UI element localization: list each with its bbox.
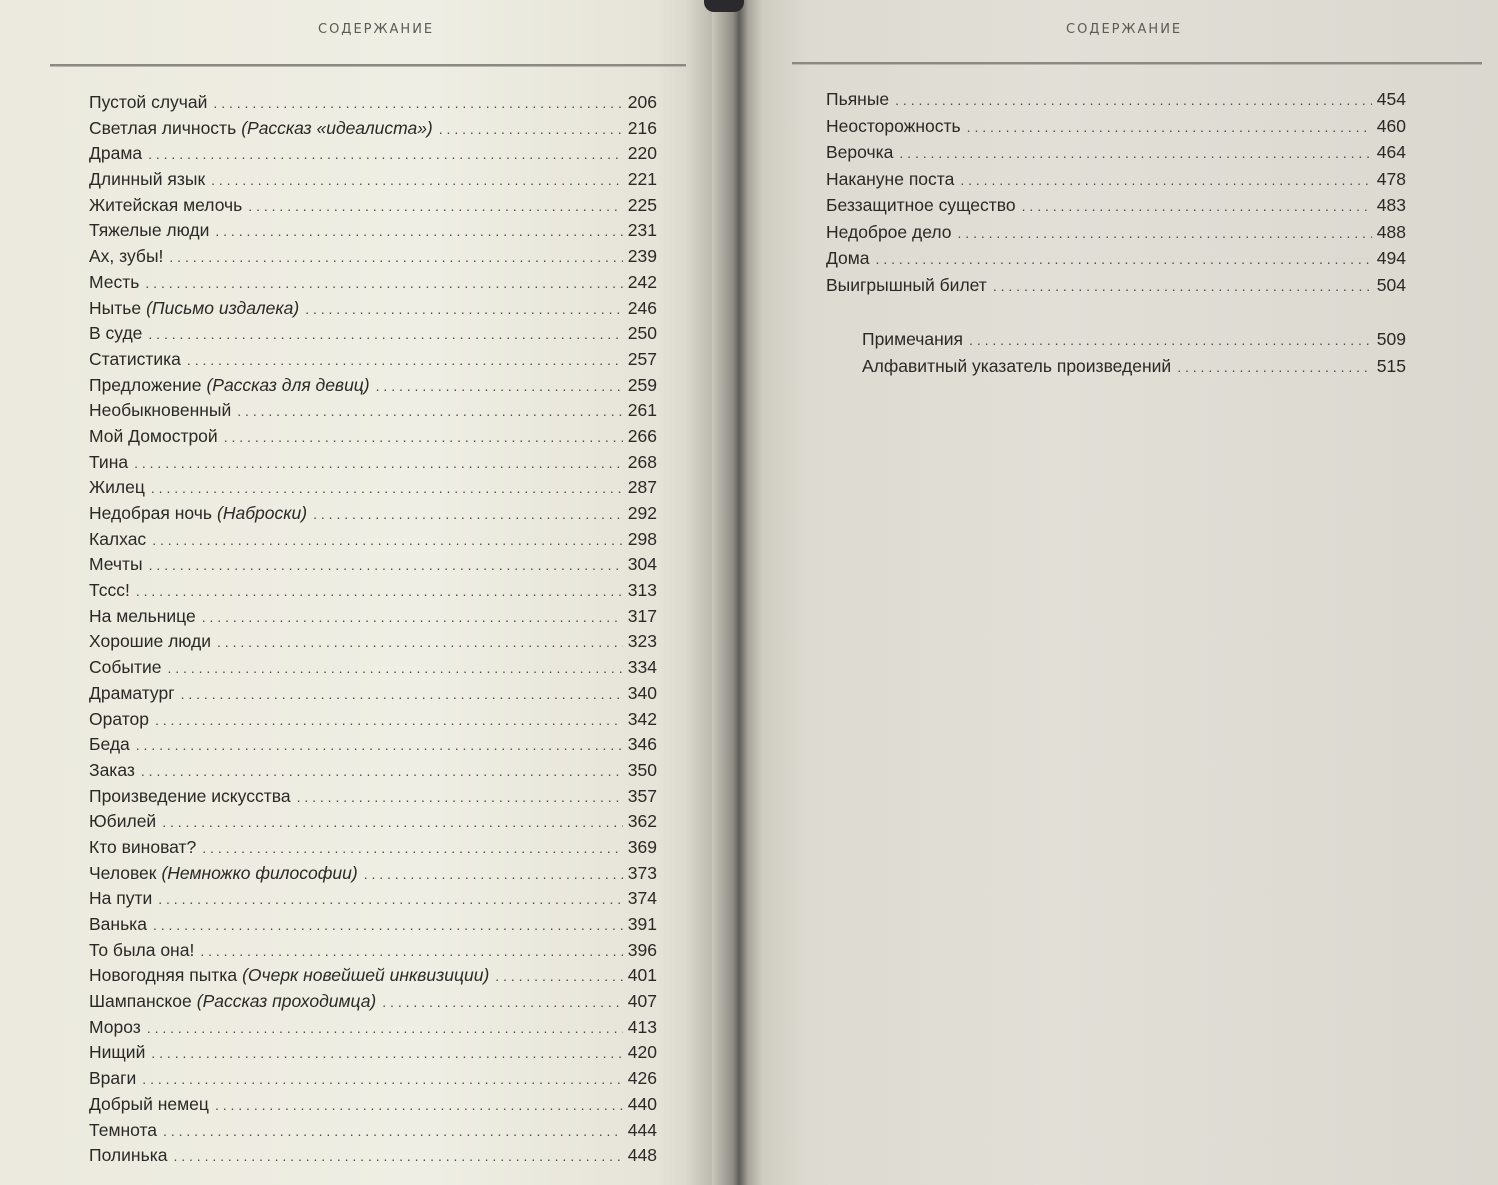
entry-title: Ах, зубы!	[89, 246, 164, 267]
toc-entry	[89, 784, 657, 810]
entry-title: Нищий	[89, 1042, 146, 1063]
toc-entry	[826, 219, 1406, 246]
toc-back-matter	[862, 326, 1406, 379]
dot-leader	[148, 321, 623, 348]
entry-page-number: 401	[627, 965, 657, 986]
toc-entry	[89, 475, 657, 501]
dot-leader	[141, 758, 623, 785]
toc-entry	[826, 86, 1406, 113]
entry-title: Нытье	[89, 297, 142, 318]
entry-title: То была она!	[89, 939, 195, 960]
dot-leader	[213, 90, 623, 117]
toc-entry	[89, 707, 657, 733]
toc-entry	[89, 373, 657, 399]
toc-entry	[826, 139, 1406, 166]
entry-page-number: 304	[627, 554, 657, 575]
dot-leader	[149, 552, 623, 579]
toc-entry	[89, 450, 657, 476]
dot-leader	[217, 629, 623, 656]
left-page	[0, 0, 712, 1185]
entry-title: Верочка	[826, 142, 894, 162]
toc-entry	[89, 1066, 657, 1092]
entry-page-number: 313	[627, 580, 657, 601]
entry-title: Дома	[826, 248, 870, 268]
entry-page-number: 420	[627, 1042, 657, 1063]
entry-title: Светлая личность	[89, 117, 237, 138]
entry-title: Шампанское	[89, 991, 192, 1012]
entry-title: Новогодняя пытка	[89, 965, 238, 986]
entry-title: Кто виноват?	[89, 836, 197, 857]
entry-page-number: 478	[1376, 168, 1406, 189]
entry-title: Примечания	[862, 329, 964, 349]
dot-leader	[895, 86, 1372, 114]
dot-leader	[993, 272, 1372, 300]
dot-leader	[305, 296, 623, 323]
entry-page-number: 504	[1376, 274, 1406, 295]
spine-headband	[704, 0, 744, 12]
toc-entry	[89, 141, 657, 167]
entry-page-number: 454	[1376, 89, 1406, 109]
entry-page-number: 362	[627, 811, 657, 832]
entry-page-number: 374	[627, 888, 657, 909]
toc-entry	[89, 809, 657, 835]
dot-leader	[211, 167, 623, 194]
dot-leader	[152, 527, 623, 554]
entry-title: Полинька	[89, 1145, 168, 1166]
entry-page-number: 448	[627, 1145, 657, 1166]
running-head-left: СОДЕРЖАНИЕ	[318, 22, 435, 37]
dot-leader	[173, 1143, 623, 1170]
dot-leader	[313, 501, 623, 528]
entry-title: Необыкновенный	[89, 400, 232, 421]
entry-page-number: 391	[627, 914, 657, 934]
entry-page-number: 509	[1376, 329, 1406, 349]
dot-leader	[155, 707, 623, 734]
toc-entry	[89, 963, 657, 989]
entry-subtitle: (Наброски)	[217, 503, 308, 523]
dot-leader	[248, 193, 623, 220]
entry-page-number: 268	[627, 451, 657, 472]
dot-leader	[1177, 353, 1372, 381]
toc-entry	[89, 1143, 657, 1169]
entry-page-number: 317	[627, 605, 657, 626]
dot-leader	[382, 989, 623, 1016]
entry-page-number: 494	[1376, 248, 1406, 268]
dot-leader	[136, 732, 623, 759]
entry-subtitle: (Очерк новейшей инквизиции)	[242, 965, 490, 986]
entry-page-number: 225	[627, 194, 657, 215]
toc-entry	[89, 398, 657, 424]
toc-list-right	[826, 86, 1406, 298]
entry-page-number: 246	[627, 297, 657, 318]
entry-page-number: 426	[627, 1068, 657, 1089]
toc-entry	[89, 578, 657, 604]
dot-leader	[202, 835, 623, 862]
entry-page-number: 350	[627, 759, 657, 780]
entry-page-number: 346	[627, 734, 657, 755]
entry-title: Недобрая ночь	[89, 503, 213, 523]
header-rule-right	[792, 62, 1482, 65]
toc-entry	[826, 272, 1406, 299]
toc-entry	[89, 193, 657, 219]
entry-page-number: 444	[627, 1119, 657, 1140]
dot-leader	[162, 809, 623, 836]
entry-page-number: 483	[1376, 195, 1406, 215]
dot-leader	[297, 784, 623, 811]
entry-title: Житейская мелочь	[89, 194, 243, 215]
dot-leader	[967, 113, 1372, 141]
entry-title: Алфавитный указатель произведений	[862, 355, 1172, 376]
toc-entry	[89, 321, 657, 347]
toc-entry	[89, 912, 657, 938]
entry-subtitle: (Рассказ «идеалиста»)	[241, 117, 433, 138]
entry-page-number: 396	[627, 939, 657, 960]
entry-page-number: 242	[627, 271, 657, 292]
entry-title: Заказ	[89, 759, 135, 780]
toc-entry	[89, 167, 657, 193]
dot-leader	[151, 475, 623, 502]
entry-page-number: 464	[1376, 142, 1406, 162]
entry-title: Выигрышный билет	[826, 274, 987, 295]
dot-leader	[168, 655, 624, 682]
dot-leader	[215, 218, 623, 245]
dot-leader	[202, 604, 623, 631]
right-page	[764, 0, 1498, 1185]
entry-title: Юбилей	[89, 811, 157, 832]
entry-page-number: 220	[627, 143, 657, 164]
entry-title: Драматург	[89, 682, 175, 703]
dot-leader	[142, 1066, 623, 1093]
dot-leader	[200, 938, 623, 965]
toc-entry	[89, 527, 657, 553]
toc-entry	[89, 501, 657, 527]
entry-title: Мой Домострой	[89, 425, 218, 446]
toc-list-left	[89, 90, 657, 1169]
toc-entry	[826, 192, 1406, 219]
entry-page-number: 413	[627, 1016, 657, 1037]
dot-leader	[181, 681, 623, 708]
toc-entry	[89, 296, 657, 322]
dot-leader	[958, 219, 1372, 247]
entry-title: Неосторожность	[826, 115, 961, 136]
toc-entry	[89, 938, 657, 964]
toc-entry	[89, 655, 657, 681]
entry-page-number: 287	[627, 477, 657, 498]
dot-leader	[147, 1015, 623, 1042]
entry-title: Тяжелые люди	[89, 220, 210, 241]
entry-title: Жилец	[89, 477, 145, 498]
entry-subtitle: (Рассказ для девиц)	[206, 374, 370, 395]
entry-title: Темнота	[89, 1119, 158, 1140]
toc-entry	[89, 1040, 657, 1066]
dot-leader	[376, 373, 623, 400]
toc-entry	[89, 1015, 657, 1041]
toc-entry	[89, 552, 657, 578]
toc-entry	[89, 116, 657, 142]
dot-leader	[439, 116, 623, 143]
entry-page-number: 460	[1376, 115, 1406, 136]
entry-title: Произведение искусства	[89, 785, 291, 806]
dot-leader	[969, 326, 1372, 354]
entry-title: Мороз	[89, 1016, 141, 1037]
entry-page-number: 231	[627, 220, 657, 241]
toc-entry	[89, 835, 657, 861]
dot-leader	[163, 1118, 623, 1145]
toc-entry	[89, 886, 657, 912]
toc-entry	[89, 347, 657, 373]
toc-entry	[89, 90, 657, 116]
entry-page-number: 340	[627, 682, 657, 703]
dot-leader	[153, 912, 623, 939]
entry-page-number: 221	[627, 169, 657, 190]
entry-page-number: 334	[627, 657, 657, 678]
toc-entry	[89, 629, 657, 655]
dot-leader	[187, 347, 623, 374]
entry-page-number: 216	[627, 117, 657, 138]
running-head-right: СОДЕРЖАНИЕ	[1066, 22, 1183, 37]
entry-title: Пьяные	[826, 89, 890, 109]
entry-page-number: 298	[627, 528, 657, 549]
entry-page-number: 515	[1376, 355, 1406, 376]
dot-leader	[158, 886, 623, 913]
dot-leader	[215, 1092, 623, 1119]
entry-title: Событие	[89, 657, 162, 678]
dot-leader	[876, 245, 1372, 273]
entry-title: На мельнице	[89, 605, 196, 626]
entry-page-number: 257	[627, 348, 657, 369]
entry-title: Драма	[89, 143, 143, 164]
entry-subtitle: (Рассказ проходимца)	[196, 991, 377, 1012]
gutter-shadow	[686, 0, 712, 1185]
dot-leader	[136, 578, 623, 605]
toc-entry	[89, 681, 657, 707]
entry-title: Тссс!	[89, 580, 130, 601]
entry-page-number: 206	[627, 92, 657, 112]
dot-leader	[145, 270, 623, 297]
dot-leader	[237, 398, 623, 425]
entry-title: Накануне поста	[826, 168, 955, 189]
entry-page-number: 357	[627, 785, 657, 806]
toc-entry	[826, 245, 1406, 272]
toc-entry	[89, 1118, 657, 1144]
entry-title: Месть	[89, 271, 140, 292]
dot-leader	[151, 1040, 623, 1067]
entry-title: Пустой случай	[89, 92, 208, 112]
dot-leader	[1022, 192, 1372, 220]
entry-title: Человек	[89, 862, 157, 883]
dot-leader	[364, 861, 623, 888]
toc-entry	[89, 424, 657, 450]
entry-title: Мечты	[89, 554, 143, 575]
toc-entry	[89, 244, 657, 270]
toc-entry	[862, 326, 1406, 353]
toc-entry	[89, 758, 657, 784]
toc-entry	[89, 732, 657, 758]
entry-page-number: 261	[627, 400, 657, 421]
entry-title: Недоброе дело	[826, 221, 952, 242]
entry-title: Враги	[89, 1068, 137, 1089]
entry-title: Ванька	[89, 914, 147, 934]
dot-leader	[960, 166, 1372, 194]
entry-title: Тина	[89, 451, 129, 472]
entry-title: Добрый немец	[89, 1093, 209, 1114]
entry-page-number: 323	[627, 631, 657, 652]
toc-entry	[89, 989, 657, 1015]
entry-page-number: 407	[627, 991, 657, 1012]
toc-entry	[89, 604, 657, 630]
entry-page-number: 259	[627, 374, 657, 395]
entry-title: На пути	[89, 888, 153, 909]
entry-title: Беззащитное существо	[826, 195, 1016, 215]
entry-title: Предложение	[89, 374, 202, 395]
entry-page-number: 373	[627, 862, 657, 883]
entry-page-number: 369	[627, 836, 657, 857]
entry-title: В суде	[89, 323, 143, 344]
toc-entry	[826, 113, 1406, 140]
entry-page-number: 239	[627, 246, 657, 267]
entry-subtitle: (Письмо издалека)	[146, 297, 300, 318]
header-rule-left	[50, 64, 686, 67]
entry-page-number: 292	[627, 503, 657, 523]
entry-title: Калхас	[89, 528, 147, 549]
entry-title: Беда	[89, 734, 130, 755]
entry-page-number: 266	[627, 425, 657, 446]
toc-entry	[89, 270, 657, 296]
dot-leader	[169, 244, 623, 271]
dot-leader	[134, 450, 623, 477]
entry-title: Хорошие люди	[89, 631, 212, 652]
toc-entry	[89, 861, 657, 887]
book-spine	[712, 0, 764, 1185]
toc-entry	[89, 218, 657, 244]
toc-entry	[826, 166, 1406, 193]
dot-leader	[495, 963, 623, 990]
entry-page-number: 440	[627, 1093, 657, 1114]
entry-title: Оратор	[89, 708, 149, 729]
dot-leader	[148, 141, 623, 168]
entry-page-number: 342	[627, 708, 657, 729]
entry-subtitle: (Немножко философии)	[161, 862, 358, 883]
toc-entry	[862, 353, 1406, 380]
entry-title: Длинный язык	[89, 169, 206, 190]
toc-entry	[89, 1092, 657, 1118]
entry-title: Статистика	[89, 348, 181, 369]
entry-page-number: 488	[1376, 221, 1406, 242]
entry-page-number: 250	[627, 323, 657, 344]
dot-leader	[224, 424, 623, 451]
dot-leader	[899, 139, 1372, 167]
